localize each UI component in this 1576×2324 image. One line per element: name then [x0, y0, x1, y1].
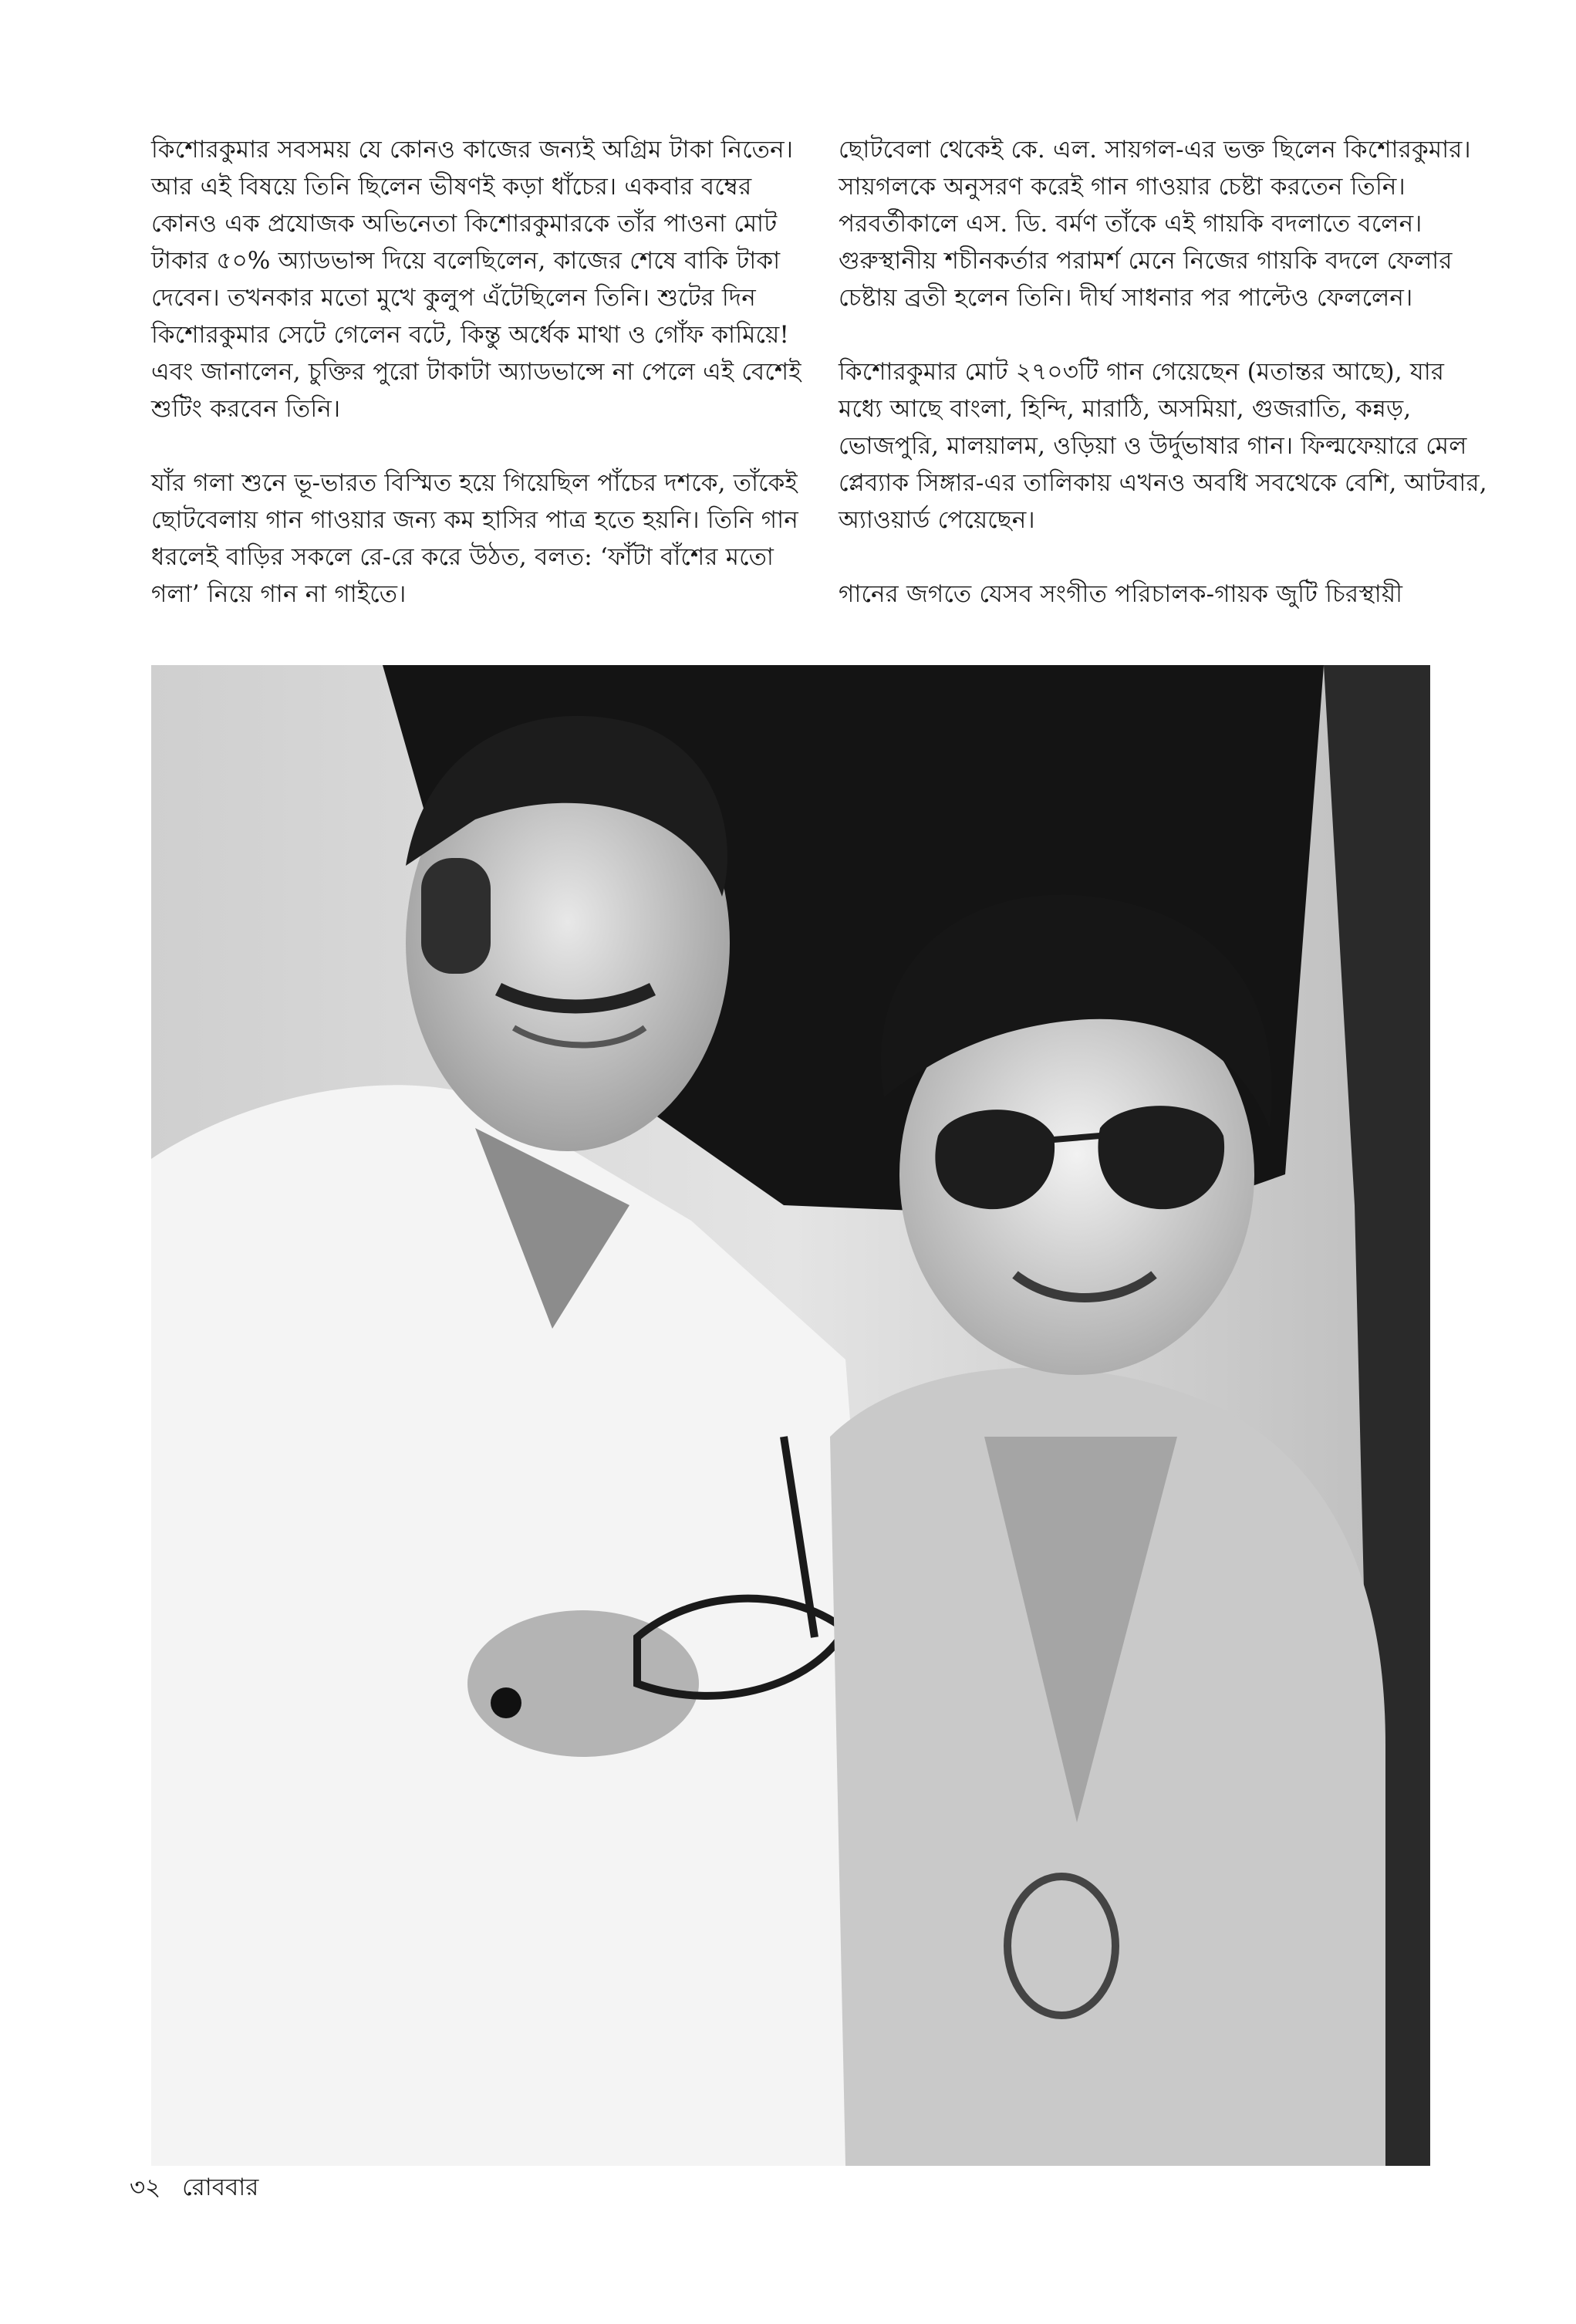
- page-number: ৩২: [130, 2174, 161, 2201]
- article-column-left: [151, 131, 803, 650]
- article-paragraph: কিশোরকুমার সবসময় যে কোনও কাজের জন্যই অগ্রিম টাকা নিতেন। আর এই বিষয়ে তিনি ছিলেন ভীষণই কড়া ধাঁচের। একবার বম্বের কোনও এক প্রযোজক অভিনেতা কিশোরকুমারকে তাঁর পাওনা মোট টাকার ৫০% অ্যাডভান্স দিয়ে বলেছিলেন, কাজের শেষে বাকি টাকা দেবেন। তখনকার মতো মুখে কুলুপ এঁটেছিলেন তিনি। শুটের দিন কিশোরকুমার সেটে গেলেন বটে, কিন্তু অর্ধেক মাথা ও গোঁফ কামিয়ে! এবং জানালেন, চুক্তির পুরো টাকাটা অ্যাডভান্সে না পেলে এই বেশেই শুটিং করবেন তিনি।: [151, 136, 801, 423]
- article-paragraph: গানের জগতে যেসব সংগীত পরিচালক-গায়ক জুটি চিরস্থায়ী: [839, 580, 1403, 608]
- photo-illustration: [151, 665, 1430, 2166]
- article-paragraph: কিশোরকুমার মোট ২৭০৩টি গান গেয়েছেন (মতান্তর আছে), যার মধ্যে আছে বাংলা, হিন্দি, মারাঠি, অসমিয়া, গুজরাতি, কন্নড়, ভোজপুরি, মালয়ালম, ওড়িয়া ও উর্দুভাষার গান। ফিল্মফেয়ারে মেল প্লেব্যাক সিঙ্গার-এর তালিকায় এখনও অবধি সবথেকে বেশি, আটবার, অ্যাওয়ার্ড পেয়েছেন।: [839, 358, 1487, 534]
- article-paragraph: যাঁর গলা শুনে ভূ-ভারত বিস্মিত হয়ে গিয়েছিল পাঁচের দশকে, তাঁকেই ছোটবেলায় গান গাওয়ার জন্য কম হাসির পাত্র হতে হয়নি। তিনি গান ধরলেই বাড়ির সকলে রে-রে করে উঠত, বলত: ‘ফাঁটা বাঁশের মতো গলা’ নিয়ে গান না গাইতে।: [151, 469, 799, 608]
- magazine-name: রোববার: [182, 2174, 259, 2201]
- article-paragraph: ছোটবেলা থেকেই কে. এল. সায়গল-এর ভক্ত ছিলেন কিশোরকুমার। সায়গলকে অনুসরণ করেই গান গাওয়ার চেষ্টা করতেন তিনি। পরবর্তীকালে এস. ডি. বর্মণ তাঁকে এই গায়কি বদলাতে বলেন। গুরুস্থানীয় শচীনকর্তার পরামর্শ মেনে নিজের গায়কি বদলে ফেলার চেষ্টায় ব্রতী হলেন তিনি। দীর্ঘ সাধনার পর পাল্টেও ফেললেন।: [839, 136, 1471, 312]
- page-footer: [130, 2172, 272, 2203]
- article-column-right: [839, 131, 1490, 650]
- black-and-white-photograph: [151, 665, 1430, 2166]
